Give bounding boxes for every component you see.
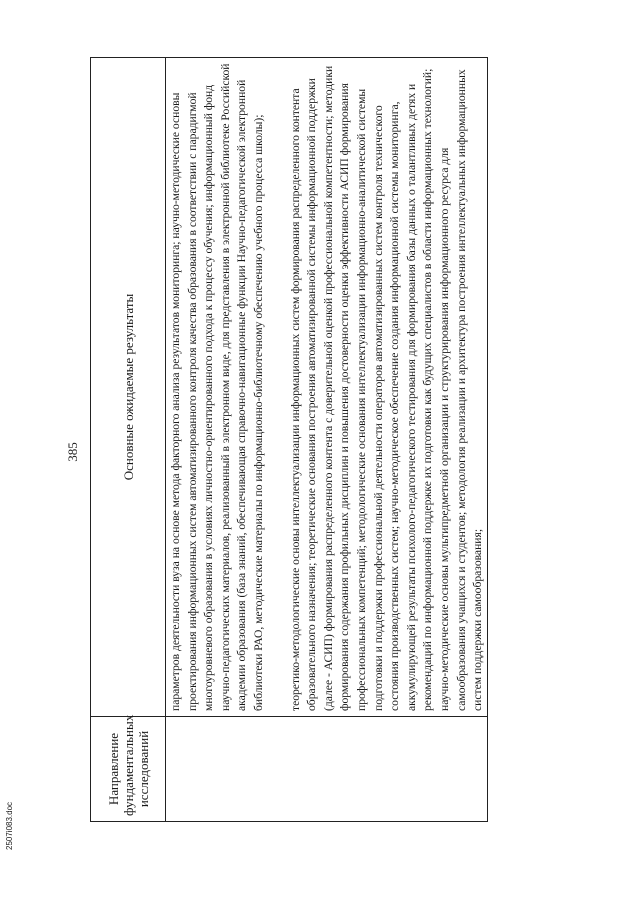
header-expected-results: Основные ожидаемые результаты	[91, 58, 166, 717]
results-cell	[166, 58, 488, 717]
table-header-row	[91, 58, 166, 822]
page-number: 385	[65, 442, 80, 462]
document-filename: 2507i083.doc	[5, 801, 14, 850]
header-research-direction: Направление фундаментальных исследований	[91, 717, 166, 822]
results-paragraph: параметров деятельности вуза на основе метода факторного анализа результатов мониторинга; научно-методические основы проектирования информационных систем автоматизированного контроля качества образования в соответствии с парадигмой многоуровневого образования в условиях личностно-ориентированного подхода к процессу обучения; информационный фонд научно-педагогических материалов, реализованный в электронном виде, для представления в электронной библиотеке Российской академии образования (база знаний, обеспечивающая справочно-навигационные функции Научно-педагогической электронной библиотеки РАО, методические материалы по информационно-библиотечному обеспечению учебного процесса школы);	[169, 63, 265, 711]
rotated-page	[60, 52, 580, 852]
results-paragraph: теоретико-методологические основы интеллектуализации информационных систем формирования распределенного контента образовательного назначения; теоретические основания построения автоматизированной системы информационной поддержки (далее - АСИП) формирования распределенного контента с доверительной оценкой профессиональной компетентности; методики формирования содержания профильных дисциплин и повышения достоверности оценки эффективности АСИП формирования профессиональных компетенций; методологические основания интеллектуализации информационно-аналитической системы подготовки и поддержки профессиональной деятельности операторов автоматизированных систем контроля технического состояния производственных систем; научно-методическое обеспечение создания информационной системы мониторинга, аккумулирующей результаты психолого-педагогического тестирования для формирования базы данных о талантливых детях и рекомендаций по информационной поддержке их подготовки как будущих специалистов в области информационных технологий; научно-методические основы мультипредметной организации и структурирования информационного ресурса для самообразования учащихся и студентов; методология реализации и архитектура построения интеллектуальных информационных систем поддержки самообразования;	[288, 65, 485, 711]
results-table	[90, 57, 488, 822]
direction-cell	[166, 717, 488, 822]
table-row	[166, 58, 488, 822]
